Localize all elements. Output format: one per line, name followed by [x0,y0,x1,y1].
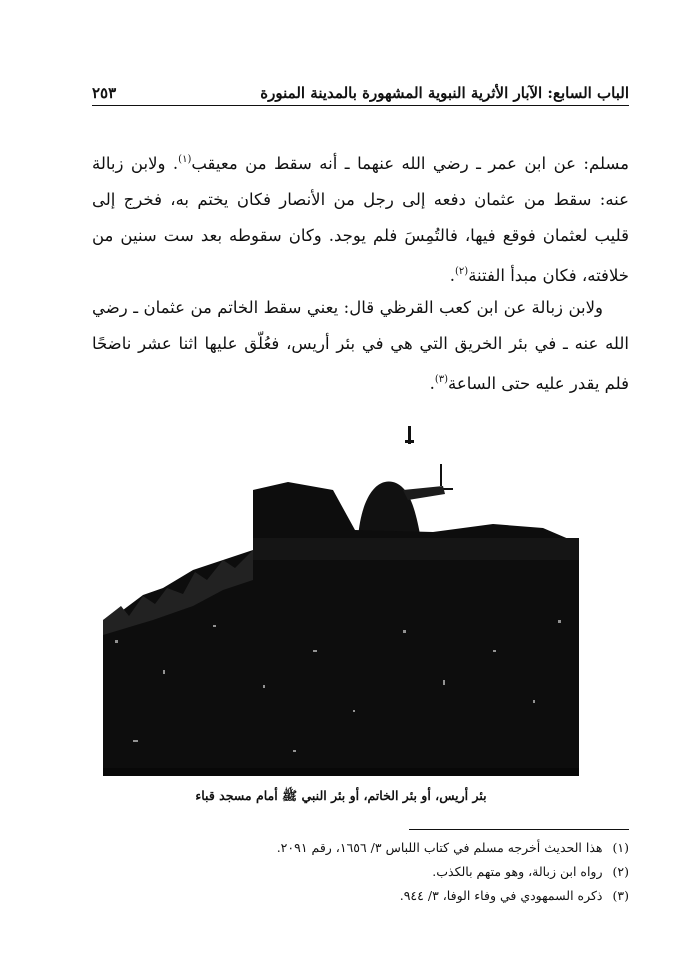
footnote-text: ذكره السمهودي في وفاء الوفا، ٣/ ٩٤٤. [399,888,603,903]
well-photo-image [103,420,579,776]
paragraph-1-end: . [449,266,456,285]
footnote-3 [92,884,629,908]
footnotes [92,836,629,908]
running-header [92,78,629,102]
footnote-1 [92,836,629,860]
paragraph-2-text: ولابن زبالة عن ابن كعب القرظي قال: يعني سقط الخاتم من عثمان ـ رضي الله عنه ـ في بئر الخريق التي هي في بئر أريس، فعُلّق عليها اثنا عشر ناضحًا فلم يقدر عليه حتى الساعة [92,298,629,393]
chapter-title: الباب السابع: الآبار الأثرية النبوية المشهورة بالمدينة المنورة [260,84,629,102]
paragraph-1-text: مسلم: عن ابن عمر ـ رضي الله عنهما ـ أنه سقط من معيقب [191,154,629,173]
paragraph-2 [92,290,629,402]
well-photo [103,420,579,776]
paragraph-1-text-cont: . ولابن زبالة عنه: سقط من عثمان دفعه إلى رجل من الأنصار فكان يختم به، فخرج إلى قليب لعثمان فوقع فيها، فالتُمِسَ فلم يوجد. وكان سقوطه بعد ست سنين من خلافته، فكان مبدأ الفتنة [92,154,629,285]
footnote-2 [92,860,629,884]
paragraph-2-end: . [429,374,435,393]
header-rule [92,105,629,106]
page-number: ٢٥٣ [92,84,117,102]
footnote-rule [409,829,629,830]
paragraph-1 [92,142,629,294]
footnote-text: هذا الحديث أخرجه مسلم في كتاب اللباس ٣/ ١٦٥٦، رقم ٢٠٩١. [276,840,603,855]
footnote-text: رواه ابن زبالة، وهو متهم بالكذب. [432,864,603,879]
footnote-number: (١) [612,840,629,855]
footnote-number: (٣) [612,888,629,903]
footnote-ref-2[interactable]: (٢) [455,266,469,277]
footnote-ref-1[interactable]: (١) [178,154,192,165]
footnote-number: (٢) [612,864,629,879]
photo-caption: بئر أريس، أو بئر الخاتم، أو بئر النبي ﷺ أمام مسجد قباء [195,788,487,803]
footnote-ref-3[interactable]: (٣) [434,374,448,385]
